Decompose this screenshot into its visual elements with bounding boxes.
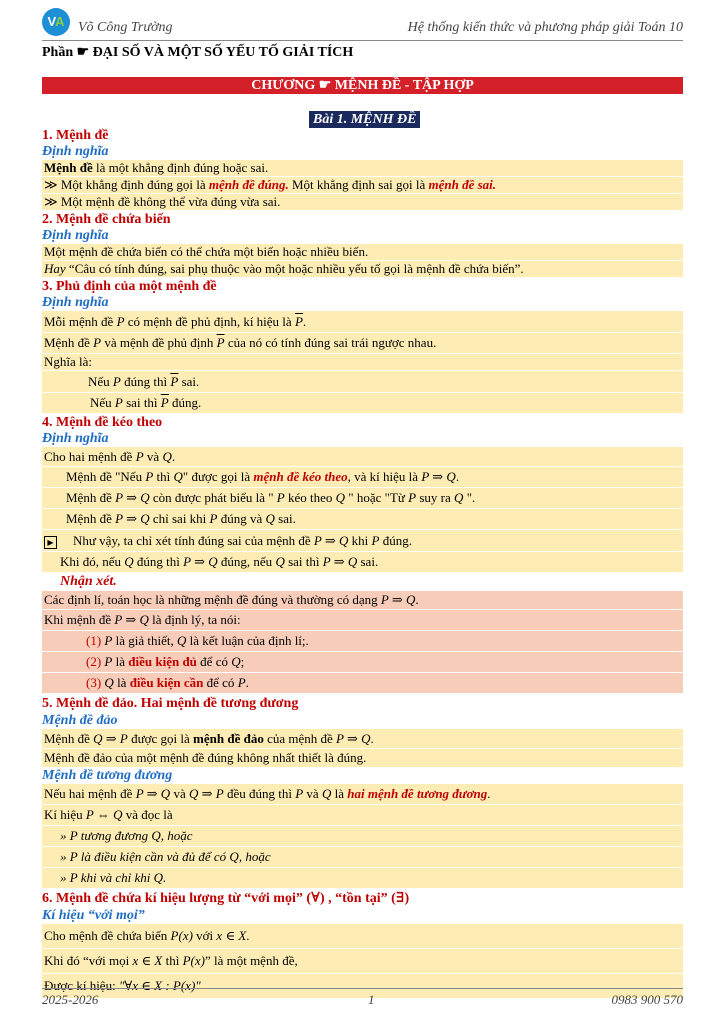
def-line: Kí hiệu P ⇔ Q và đọc là: [42, 805, 683, 826]
def-line: ≫ Một khẳng định đúng gọi là mệnh đề đúng. Một khẳng định sai gọi là mệnh đề sai.: [42, 177, 683, 194]
list-item: » P khi và chỉ khi Q.: [42, 868, 683, 889]
definition-label: Định nghĩa: [42, 228, 109, 243]
def-line: Mệnh đề P ⇒ Q chỉ sai khi P đúng và Q sai.: [42, 509, 683, 530]
section-6-heading: 6. Mệnh đề chứa kí hiệu lượng từ “với mọi” (∀) , “tồn tại” (∃): [42, 891, 410, 906]
def-line: ▶ Như vậy, ta chỉ xét tính đúng sai của mệnh đề P ⇒ Q khi P đúng.: [42, 530, 683, 552]
list-item: » P tương đương Q, hoặc: [42, 826, 683, 847]
play-icon: ▶: [44, 536, 57, 549]
def-line: Nếu P đúng thì $\overline{P}$ sai.: [42, 371, 683, 393]
def-line: Khi đó, nếu Q đúng thì P ⇒ Q đúng, nếu Q sai thì P ⇒ Q sai.: [42, 552, 683, 573]
def-line: Khi đó “với mọi x ∈ X thì P(x)” là một mệnh đề,: [42, 949, 683, 974]
remark-line: (3) Q là điều kiện cần để có P.: [42, 673, 683, 694]
def-line: Mỗi mệnh đề P có mệnh đề phủ định, kí hiệu là $\overline{P}$.: [42, 311, 683, 333]
footer-year: 2025-2026: [42, 992, 99, 1007]
def-line: Mệnh đề Q ⇒ P được gọi là mệnh đề đảo của mệnh đề P ⇒ Q.: [42, 729, 683, 749]
content: [42, 127, 683, 999]
chapter-banner: CHƯƠNG ☛ MỆNH ĐỀ - TẬP HỢP: [42, 77, 683, 94]
def-line: Hay “Câu có tính đúng, sai phụ thuộc vào một hoặc nhiều yếu tố gọi là mệnh đề chứa biến”.: [42, 261, 683, 278]
def-line: Mệnh đề "Nếu P thì Q" được gọi là mệnh đề kéo theo, và kí hiệu là P ⇒ Q.: [42, 467, 683, 488]
def-line: ≫ Một mệnh đề không thể vừa đúng vừa sai.: [42, 194, 683, 211]
remark-line: (2) P là điều kiện đủ để có Q;: [42, 652, 683, 673]
part-title: Phần ☛ ĐẠI SỐ VÀ MỘT SỐ YẾU TỐ GIẢI TÍCH: [42, 45, 354, 60]
def-line: Mệnh đề là một khẳng định đúng hoặc sai.: [42, 160, 683, 177]
section-1-heading: 1. Mệnh đề: [42, 128, 109, 143]
header-title: Hệ thống kiến thức và phương pháp giải Toán 10: [407, 20, 683, 35]
definition-label: Định nghĩa: [42, 431, 109, 446]
list-item: » P là điều kiện cần và đủ để có Q, hoặc: [42, 847, 683, 868]
def-line: Được kí hiệu: "∀x ∈ X : P(x)": [42, 974, 683, 999]
definition-label: Mệnh đề tương đương: [42, 768, 173, 783]
definition-label: Định nghĩa: [42, 144, 109, 159]
section-3-heading: 3. Phủ định của một mệnh đề: [42, 279, 217, 294]
section-5-heading: 5. Mệnh đề đảo. Hai mệnh đề tương đương: [42, 696, 299, 711]
section-2-heading: 2. Mệnh đề chứa biến: [42, 212, 171, 227]
definition-label: Mệnh đề đảo: [42, 713, 118, 728]
remark-line: Khi mệnh đề P ⇒ Q là định lý, ta nói:: [42, 610, 683, 631]
logo-icon: VA: [42, 8, 70, 36]
definition-label: Định nghĩa: [42, 295, 109, 310]
def-line: Nếu hai mệnh đề P ⇒ Q và Q ⇒ P đều đúng thì P và Q là hai mệnh đề tương đương.: [42, 784, 683, 805]
page-number: 1: [368, 992, 375, 1007]
def-line: Mệnh đề đảo của một mệnh đề đúng không nhất thiết là đúng.: [42, 749, 683, 768]
remark-line: (1) P là giả thiết, Q là kết luận của định lí;.: [42, 631, 683, 652]
def-line: Cho mệnh đề chứa biến P(x) với x ∈ X.: [42, 924, 683, 949]
def-line: Nếu P sai thì $\overline{P}$ đúng.: [42, 393, 683, 414]
section-4-heading: 4. Mệnh đề kéo theo: [42, 415, 163, 430]
def-line: Mệnh đề P ⇒ Q còn được phát biểu là " P kéo theo Q " hoặc "Từ P suy ra Q ".: [42, 488, 683, 509]
page-header: [42, 6, 683, 41]
remark-label: Nhận xét.: [60, 574, 117, 589]
footer-phone: 0983 900 570: [611, 992, 683, 1007]
def-line: Nghĩa là:: [42, 354, 683, 371]
def-line: Một mệnh đề chứa biến có thể chứa một biến hoặc nhiều biến.: [42, 244, 683, 261]
def-line: Cho hai mệnh đề P và Q.: [42, 447, 683, 467]
page-footer: [42, 988, 683, 1007]
remark-line: Các định lí, toán học là những mệnh đề đúng và thường có dạng P ⇒ Q.: [42, 591, 683, 610]
definition-label: Kí hiệu “với mọi”: [42, 908, 145, 923]
author-name: Võ Công Trường: [78, 20, 173, 35]
lesson-title: Bài 1. MỆNH ĐỀ: [309, 111, 420, 128]
def-line: Mệnh đề P và mệnh đề phủ định $\overline{P}$ của nó có tính đúng sai trái ngược nhau.: [42, 333, 683, 354]
